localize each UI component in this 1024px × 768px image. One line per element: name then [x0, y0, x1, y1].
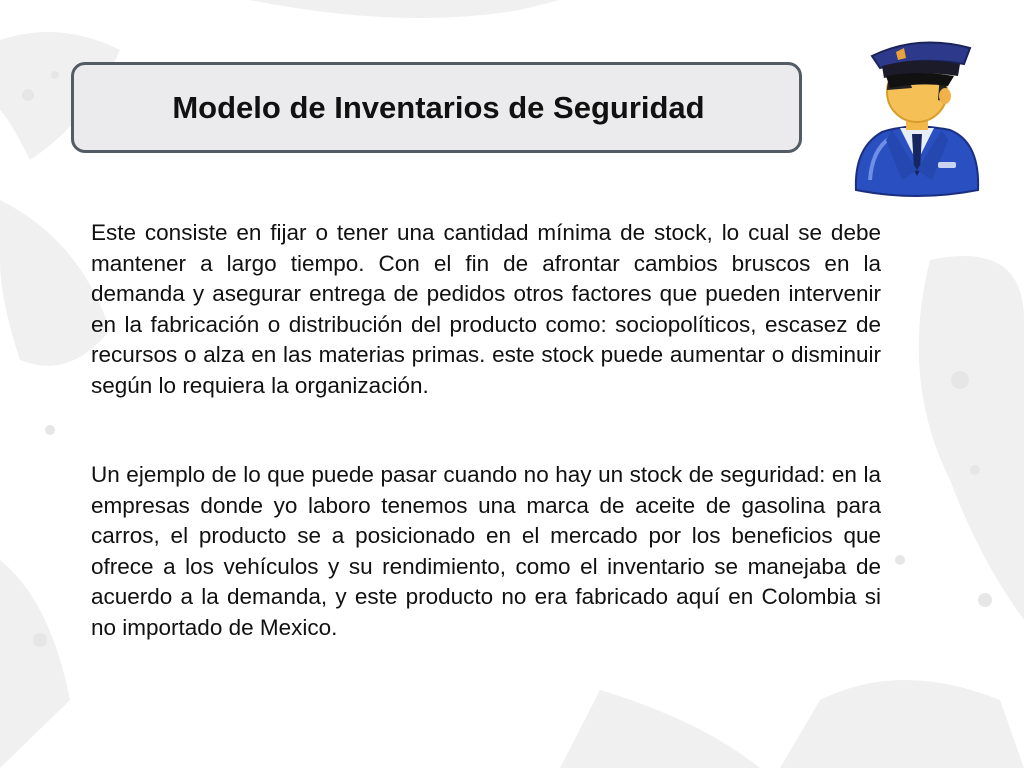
paragraph-definition: Este consiste en fijar o tener una cantidad mínima de stock, lo cual se debe mantener a largo tiempo. Con el fin de afrontar cambios bruscos en la demanda y asegurar entrega de pedidos otros factores que pueden intervenir en la fabricación o distribución del producto como: sociopolíticos, escasez de recursos o alza en las materias primas. este stock puede aumentar o disminuir según lo requiera la organización. — [91, 220, 881, 398]
title-box — [71, 62, 802, 153]
slide-title: Modelo de Inventarios de Seguridad — [172, 89, 705, 125]
security-guard-icon — [842, 30, 992, 200]
paragraph-example: Un ejemplo de lo que puede pasar cuando no hay un stock de seguridad: en la empresas donde yo laboro tenemos una marca de aceite de gasolina para carros, el producto se a posicionado en el mercado por los beneficios que ofrece a los vehículos y su rendimiento, como el inventario se manejaba de acuerdo a la demanda, y este producto no era fabricado aquí en Colombia si no importado de Mexico. — [91, 462, 881, 640]
